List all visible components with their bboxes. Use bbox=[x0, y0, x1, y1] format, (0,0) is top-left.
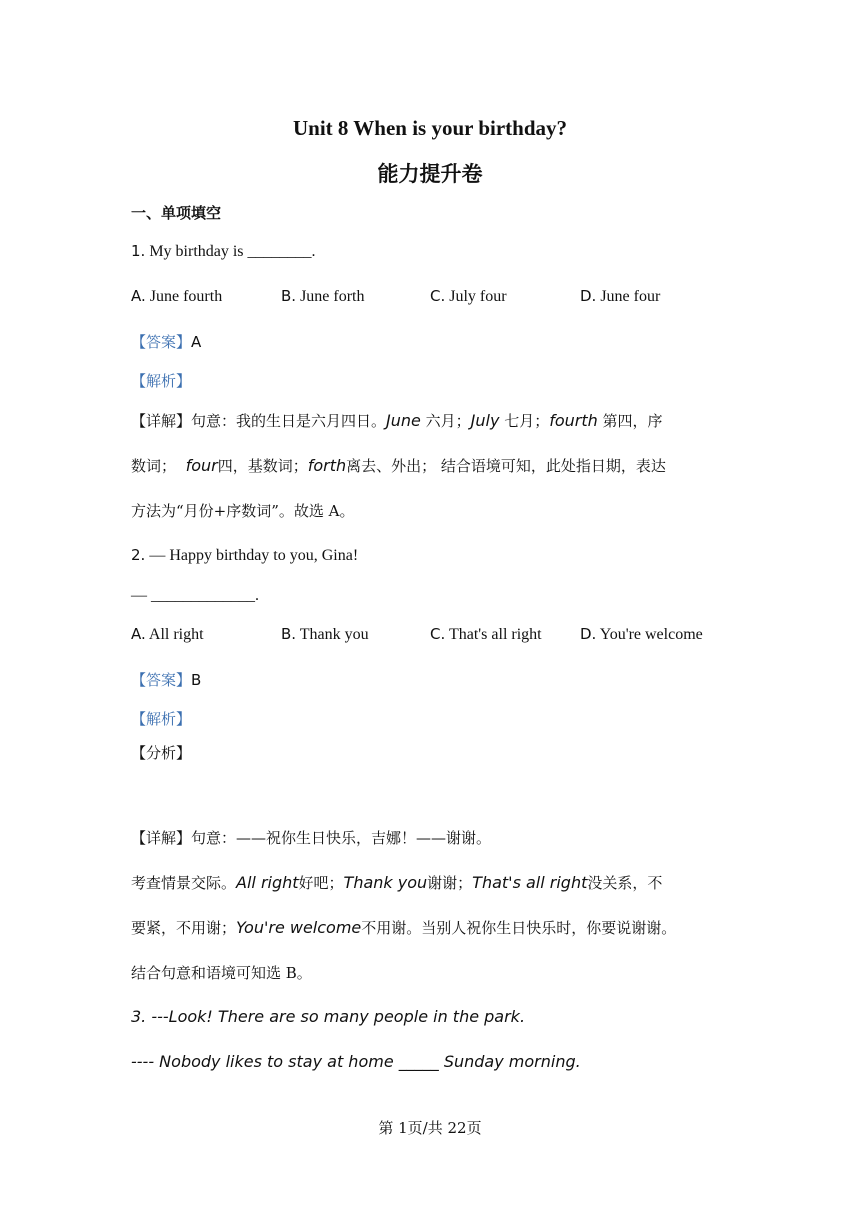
question-2-text: — Happy birthday to you, Gina! bbox=[149, 547, 359, 564]
q2-detail-line-2: 考查情景交际。All right好吧；Thank you谢谢；That's all right没关系，不 bbox=[131, 873, 663, 892]
document-subtitle: 能力提升卷 bbox=[377, 162, 483, 186]
q2-analysis-label: 【解析】 bbox=[131, 710, 192, 728]
q1-detail-line-1: 【详解】句意：我的生日是六月四日。June 六月；July 七月；fourth 第四，序 bbox=[131, 411, 663, 430]
q2-option-c: C. That's all right bbox=[430, 625, 542, 643]
q1-option-a: A. June fourth bbox=[131, 287, 223, 305]
page-footer: 第 1页/共 22页 bbox=[378, 1119, 482, 1137]
q1-option-b: B. June forth bbox=[281, 287, 365, 305]
q1-option-c: C. July four bbox=[430, 287, 507, 305]
q2-detail-line-3: 要紧，不用谢；You're welcome不用谢。当别人祝你生日快乐时，你要说谢谢。 bbox=[131, 918, 677, 937]
question-2-reply: — _____________. bbox=[131, 587, 259, 604]
q1-answer: 【答案】A bbox=[131, 333, 202, 351]
q1-detail-line-3: 方法为“月份+序数词”。故选 A。 bbox=[131, 502, 355, 520]
q2-detail-line-4: 结合句意和语境可知选 B。 bbox=[131, 964, 312, 982]
q2-fenxi-label: 【分析】 bbox=[131, 744, 192, 762]
q2-detail-line-1: 【详解】句意：——祝你生日快乐，吉娜！——谢谢。 bbox=[131, 829, 492, 847]
question-3-line-1: 3. ---Look! There are so many people in the park. bbox=[131, 1007, 526, 1026]
q2-answer: 【答案】B bbox=[131, 671, 202, 689]
q2-option-d: D. You're welcome bbox=[580, 625, 703, 643]
q1-analysis-label: 【解析】 bbox=[131, 372, 192, 390]
q2-option-b: B. Thank you bbox=[281, 625, 369, 643]
question-2-stem bbox=[131, 546, 358, 565]
q1-option-d: D. June four bbox=[580, 287, 661, 305]
question-1-number: 1. bbox=[131, 242, 146, 260]
document-title: Unit 8 When is your birthday? bbox=[292, 116, 568, 140]
section-heading: 一、单项填空 bbox=[131, 204, 222, 222]
question-1-stem bbox=[131, 242, 316, 261]
q2-option-a: A. All right bbox=[131, 625, 204, 643]
question-1-text: My birthday is ________. bbox=[149, 243, 316, 260]
question-3-line-2: ---- Nobody likes to stay at home _____ Sunday morning. bbox=[131, 1052, 581, 1071]
q1-detail-line-2: 数词； four四，基数词；forth离去、外出； 结合语境可知，此处指日期，表达 bbox=[131, 456, 666, 475]
question-2-number: 2. bbox=[131, 546, 146, 564]
